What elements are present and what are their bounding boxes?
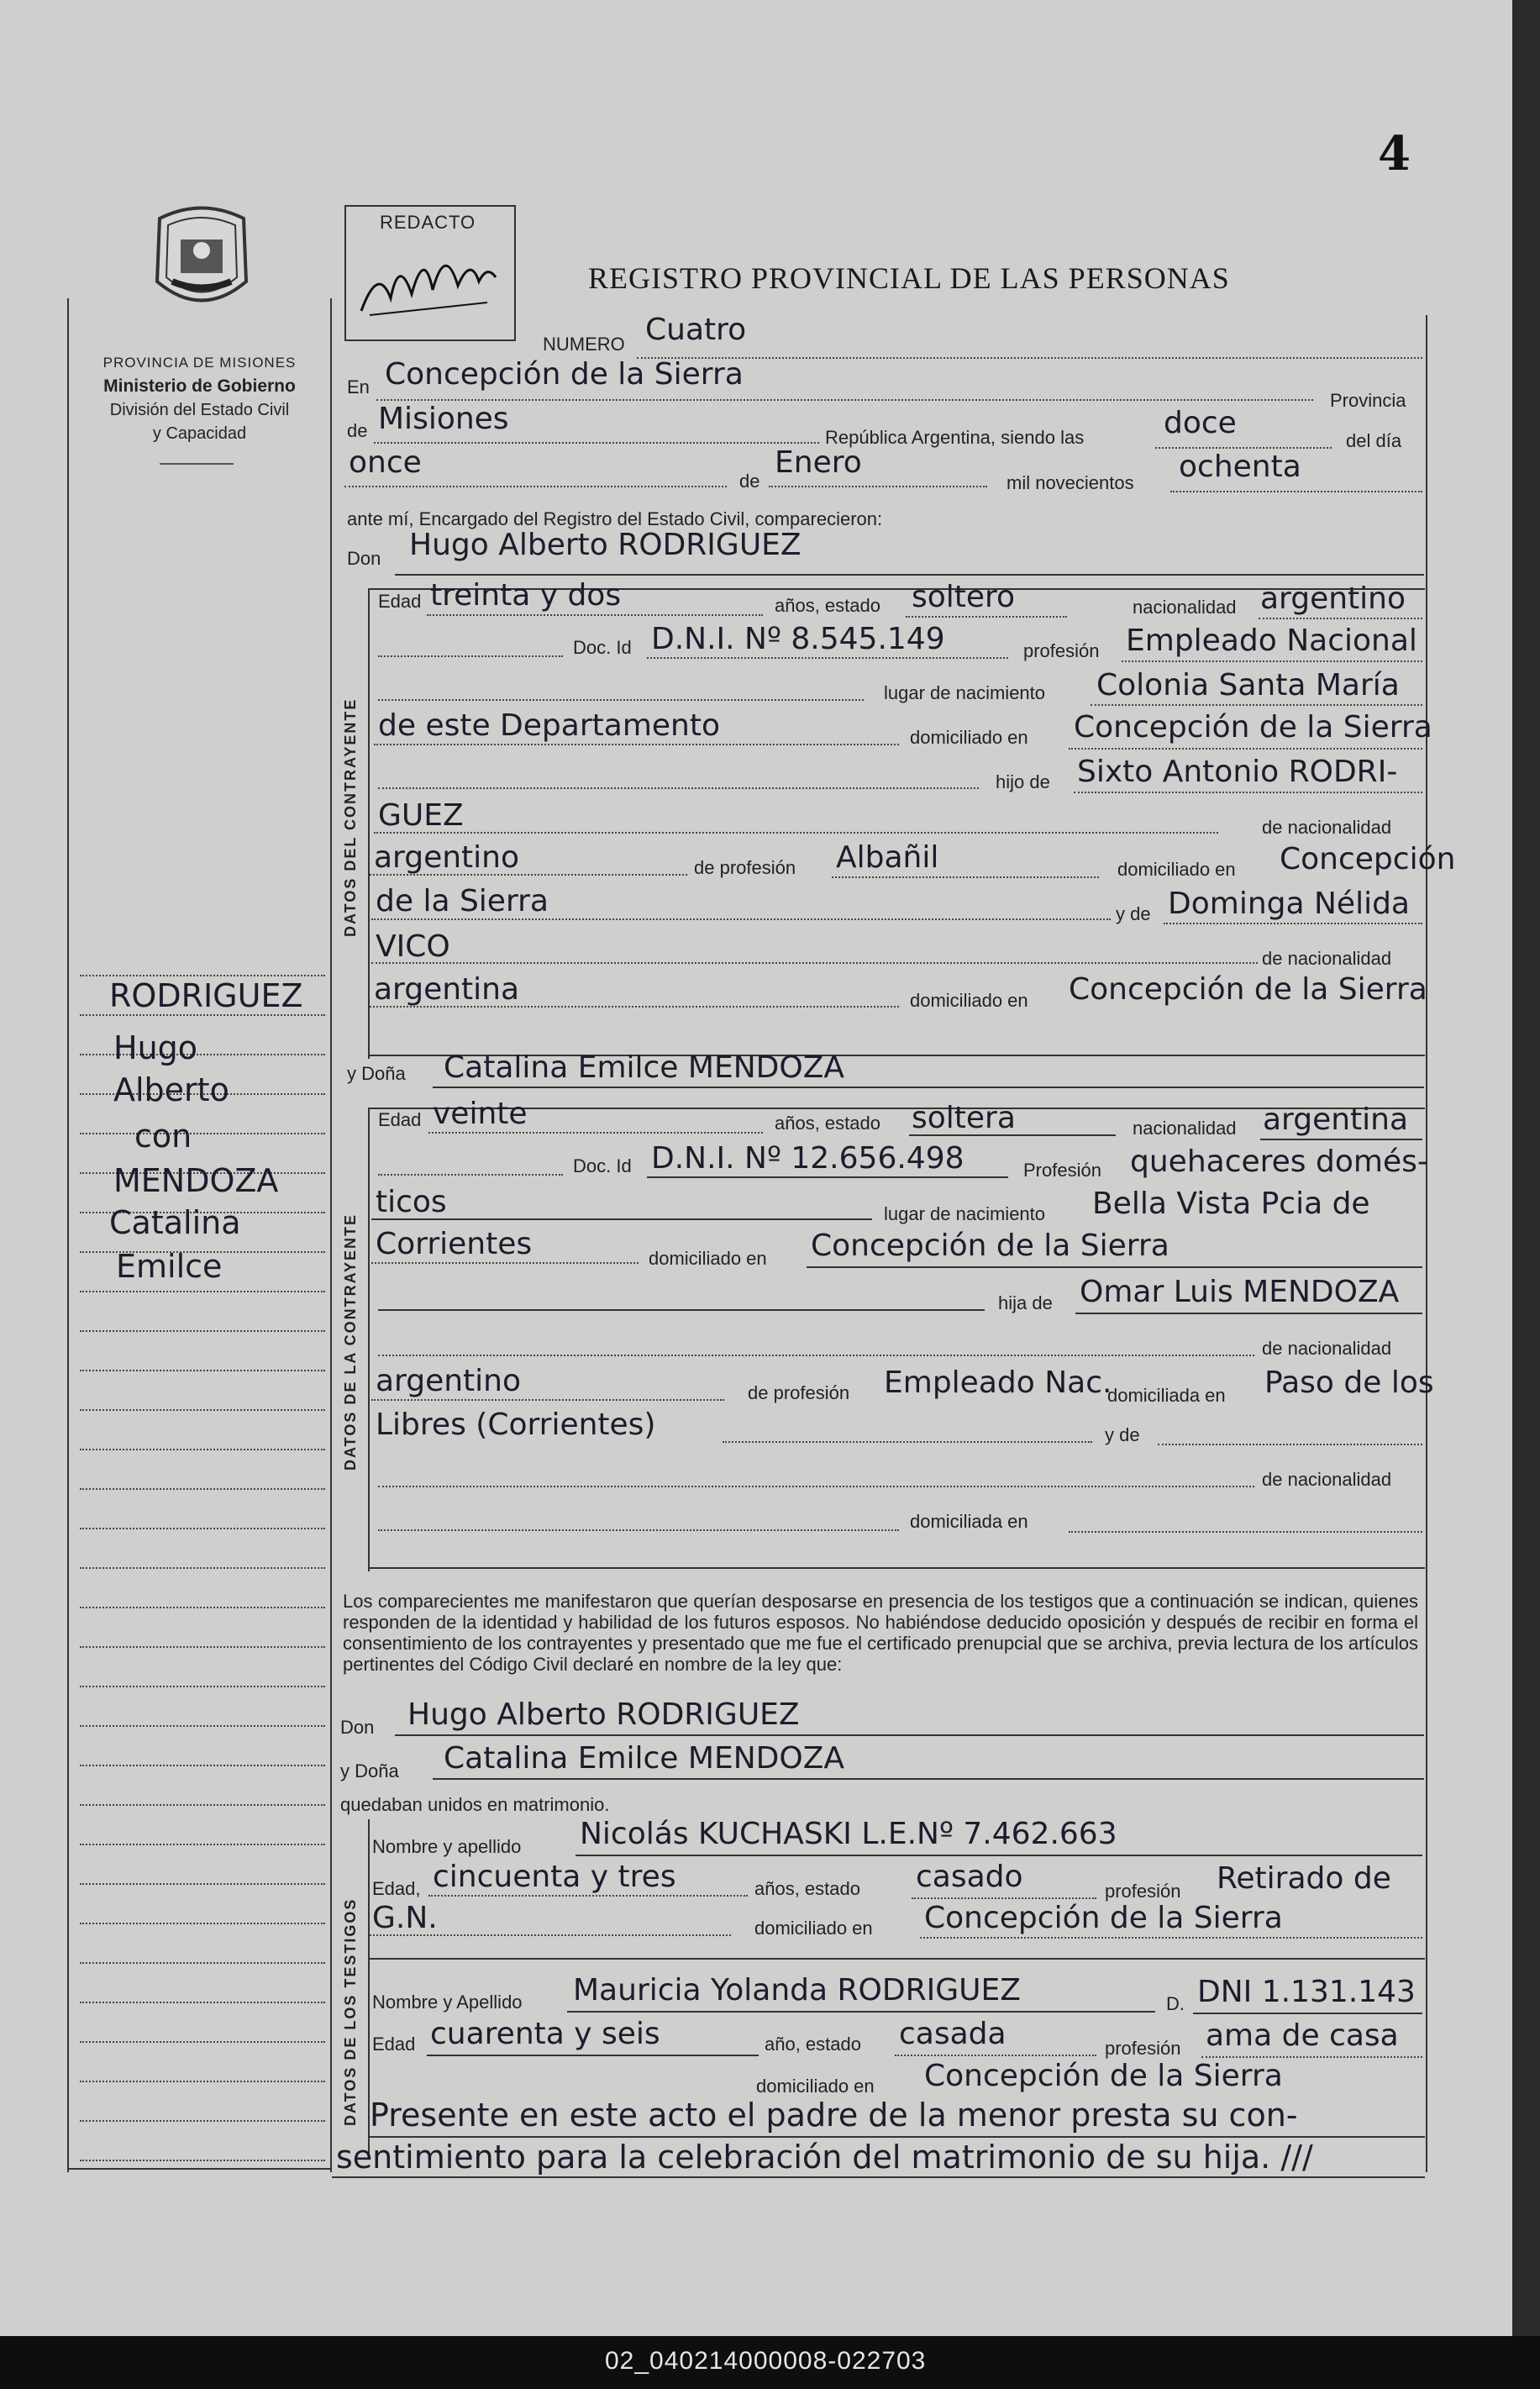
edad-label: Edad (378, 591, 422, 612)
margin-note-line: Hugo (113, 1029, 198, 1066)
datos-testigos-label: DATOS DE LOS TESTIGOS (342, 1897, 359, 2126)
sidebar-ruled-line (80, 2081, 325, 2082)
sidebar-ruled-line (80, 1923, 325, 1924)
sidebar-ruled-line (80, 2160, 325, 2161)
dotted-line (1069, 1531, 1422, 1533)
contrayente-domicilio: Concepción de la Sierra (1074, 710, 1432, 745)
testigo2-doc: DNI 1.131.143 (1197, 1975, 1416, 2009)
contrayenta-padre: Omar Luis MENDOZA (1080, 1275, 1400, 1309)
sidebar-ruled-line (80, 975, 325, 976)
dotted-line (912, 1897, 1096, 1899)
d-label: D. (1166, 1993, 1185, 2014)
contrayente-profesion: Empleado Nacional (1126, 624, 1417, 658)
margin-note-line: Emilce (116, 1248, 223, 1285)
provincia-label: Provincia (1330, 390, 1406, 411)
sidebar-ruled-line (80, 1528, 325, 1529)
solid-line (370, 1958, 1425, 1960)
dotted-line (344, 486, 727, 487)
padre-nacionalidad: argentino (376, 1364, 522, 1398)
dotted-line (1201, 2056, 1422, 2058)
margin-note-line: MENDOZA (113, 1162, 279, 1199)
anos-estado-label: años, estado (775, 595, 880, 616)
dotted-line (371, 1399, 724, 1401)
declaracion-don: Hugo Alberto RODRIGUEZ (407, 1697, 800, 1732)
contrayenta-bracket (368, 1108, 370, 1571)
dotted-line (378, 655, 563, 657)
contrayente-nombre: Hugo Alberto RODRIGUEZ (409, 528, 802, 562)
don-label: Don (340, 1717, 375, 1738)
dotted-line (378, 787, 979, 789)
dotted-line (370, 1934, 731, 1936)
nota-line-2: sentimiento para la celebración del matrimonio de su hija. /// (336, 2139, 1313, 2176)
datos-contrayente-label: DATOS DEL CONTRAYENTE (342, 697, 359, 937)
contrayenta-edad: veinte (433, 1097, 528, 1131)
doc-id-label: Doc. Id (573, 1155, 632, 1176)
dotted-line (378, 1174, 563, 1176)
right-border (1426, 315, 1427, 2172)
domiciliado-label: domiciliado en (649, 1248, 767, 1269)
profesion-label: profesión (1105, 1881, 1181, 1902)
sidebar-ruled-line (80, 1844, 325, 1845)
sidebar-ruled-line (80, 2041, 325, 2043)
dotted-line (920, 1937, 1422, 1939)
quedaban-text: quedaban unidos en matrimonio. (340, 1794, 610, 1815)
sidebar-ruled-line (80, 1883, 325, 1885)
dotted-line (374, 832, 1218, 834)
republica-label: República Argentina, siendo las (825, 427, 1085, 448)
contrayente-edad: treinta y dos (430, 578, 622, 613)
solid-line (378, 1309, 985, 1311)
dotted-line (370, 874, 687, 876)
dotted-line (723, 1441, 1092, 1443)
contrayente-padre-2: GUEZ (378, 798, 464, 833)
contrayenta-domicilio: Concepción de la Sierra (811, 1229, 1169, 1263)
solid-line (371, 1218, 872, 1220)
contrayente-doc: D.N.I. Nº 8.545.149 (651, 622, 945, 656)
testigo2-edad: cuarenta y seis (430, 2017, 660, 2051)
dotted-line (1074, 792, 1422, 793)
don-label: Don (347, 548, 381, 569)
nacionalidad-label: nacionalidad (1133, 1118, 1237, 1139)
profesion-cap-label: Profesión (1023, 1160, 1101, 1181)
solid-line (1075, 1313, 1422, 1314)
madre-nombre-2: VICO (376, 929, 450, 964)
dotted-line (378, 699, 864, 701)
dotted-line (1122, 660, 1422, 662)
padre-domicilio-1: Paso de los (1264, 1366, 1434, 1400)
dotted-line (1164, 923, 1422, 924)
solid-line (909, 1134, 1116, 1136)
sidebar-ruled-line (80, 1567, 325, 1569)
solid-line (395, 1734, 1424, 1736)
sidebar-ruled-line (80, 1962, 325, 1964)
dotted-line (427, 614, 763, 616)
dotted-line (895, 2055, 1096, 2056)
testigo1-profesion-1: Retirado de (1217, 1861, 1391, 1896)
domiciliado-label: domiciliado en (1117, 859, 1236, 880)
de-mes-label: de (739, 471, 760, 492)
mes-value: Enero (775, 445, 862, 480)
provincia-value: Misiones (378, 402, 509, 436)
dotted-line (374, 744, 899, 745)
edad-label: Edad (378, 1109, 422, 1130)
padre-profesion: Empleado Nac. (884, 1366, 1112, 1400)
dia-value: once (349, 445, 422, 480)
sidebar-ruled-line (80, 1725, 325, 1727)
dotted-line (1259, 618, 1422, 619)
nombre-apellido-label: Nombre y apellido (372, 1836, 522, 1857)
page-number: 4 (1378, 126, 1411, 182)
del-dia-label: del día (1346, 430, 1402, 451)
domiciliado-label: domiciliado en (910, 727, 1028, 748)
sidebar-ruled-line (80, 1488, 325, 1490)
numero-label: NUMERO (543, 334, 625, 355)
testigo1-domicilio: Concepción de la Sierra (924, 1901, 1283, 1935)
lugar-value: Concepción de la Sierra (385, 357, 744, 392)
solid-line (576, 1855, 1422, 1856)
de-nacionalidad-label: de nacionalidad (1262, 1338, 1392, 1359)
margin-note-line: con (134, 1118, 192, 1155)
padre-domicilio-1: Concepción (1280, 842, 1456, 876)
hora-value: doce (1164, 406, 1237, 440)
contrayente-bracket (368, 588, 370, 1059)
dotted-line (1158, 1444, 1422, 1445)
sidebar-ruled-line (80, 1607, 325, 1608)
y-de-label: y de (1116, 903, 1151, 924)
dotted-line (647, 657, 1008, 659)
anos-estado-label: años, estado (754, 1878, 860, 1899)
sidebar-province: PROVINCIA DE MISIONES (102, 355, 297, 371)
dotted-line (428, 1132, 763, 1134)
sidebar-ruled-line (80, 2120, 325, 2122)
testigo2-estado: casada (899, 2017, 1007, 2051)
contrayente-estado: soltero (912, 580, 1016, 614)
madre-domicilio: Concepción de la Sierra (1069, 972, 1427, 1007)
solid-line (427, 2055, 759, 2056)
madre-nombre-1: Dominga Nélida (1168, 887, 1410, 921)
dotted-line (637, 357, 1422, 359)
dotted-line (374, 442, 819, 444)
domiciliado-label: domiciliado en (756, 2076, 875, 2097)
sidebar-ruled-line (80, 1646, 325, 1648)
contrayente-padre-1: Sixto Antonio RODRI- (1077, 755, 1398, 789)
sidebar-ruled-line (80, 1686, 325, 1687)
solid-line (332, 2176, 1425, 2178)
ante-mi-text: ante mí, Encargado del Registro del Estado Civil, comparecieron: (347, 508, 883, 529)
footer-id: 02_040214000008-022703 (605, 2347, 927, 2375)
solid-line (567, 2011, 1155, 2013)
contrayenta-nombre: Catalina Emilce MENDOZA (444, 1050, 844, 1085)
dotted-line (428, 1895, 748, 1897)
datos-la-contrayente-label: DATOS DE LA CONTRAYENTE (342, 1213, 359, 1471)
sidebar-ruled-line (80, 1133, 325, 1134)
solid-line (1260, 1139, 1422, 1140)
sidebar-divider (160, 463, 234, 465)
contrayenta-nacionalidad: argentina (1263, 1102, 1409, 1137)
de-nacionalidad-label: de nacionalidad (1262, 948, 1392, 969)
solid-line (433, 1778, 1424, 1780)
dotted-line (370, 1006, 899, 1008)
testigo2-profesion: ama de casa (1206, 2018, 1399, 2053)
solid-line (370, 2136, 1425, 2138)
profesion-label: profesión (1023, 640, 1100, 661)
sidebar-ruled-line (80, 2002, 325, 2003)
sidebar-ruled-line (80, 1449, 325, 1450)
nacionalidad-label: nacionalidad (1133, 597, 1237, 618)
testigo1-nombre: Nicolás KUCHASKI L.E.Nº 7.462.663 (580, 1817, 1117, 1851)
solid-line (395, 574, 1424, 576)
dotted-line (378, 1529, 899, 1531)
de-label: de (347, 420, 368, 441)
hijo-de-label: hijo de (996, 771, 1050, 792)
sidebar-ruled-line (80, 1409, 325, 1411)
redacto-label: REDACTO (380, 212, 476, 233)
edad-comma-label: Edad, (372, 1878, 421, 1899)
mil-novecientos-label: mil novecientos (1007, 472, 1134, 493)
de-nacionalidad-label: de nacionalidad (1262, 817, 1392, 838)
sidebar-ruled-line (80, 1765, 325, 1766)
signature-icon (353, 231, 504, 324)
dotted-line (371, 918, 1111, 920)
dotted-line (1069, 748, 1422, 750)
dotted-line (832, 876, 1099, 878)
solid-line (647, 1176, 1008, 1178)
left-border (67, 298, 69, 2172)
dotted-line (906, 616, 1067, 618)
madre-nacionalidad: argentina (374, 972, 520, 1007)
dotted-line (378, 1486, 1254, 1487)
dotted-line (1091, 704, 1422, 706)
declaration-paragraph: Los comparecientes me manifestaron que querían desposarse en presencia de los testigos que a continuación se indican, quienes responden de la identidad y habilidad de los futuros esposos. No habiéndose deducido oposición y después de recibir en forma el consentimiento de los contrayentes y presentado que me fue el certificado prenupcial que se archiva, previa lectura de los artículos pertinentes del Código Civil declaré en nombre de la ley que: (343, 1591, 1418, 1675)
book-edge (1512, 0, 1540, 2336)
sidebar-ruled-line (80, 1330, 325, 1332)
sidebar-division: División del Estado Civil (109, 401, 290, 419)
margin-note-line: Catalina (109, 1204, 241, 1241)
dotted-line (378, 1355, 1254, 1356)
sidebar-border (330, 298, 332, 2172)
de-profesion-label: de profesión (694, 857, 796, 878)
solid-line (433, 1087, 1424, 1088)
lugar-nacimiento-label: lugar de nacimiento (884, 1203, 1046, 1224)
contrayente-lugar-nac-2: de este Departamento (378, 708, 720, 743)
y-dona-label: y Doña (340, 1760, 399, 1781)
contrayenta-profesion-1: quehaceres domés- (1130, 1145, 1428, 1179)
contrayenta-profesion-2: ticos (376, 1185, 447, 1219)
dotted-line (1170, 491, 1422, 492)
sidebar-ruled-line (80, 1291, 325, 1292)
provincial-seal-icon (147, 202, 256, 319)
contrayente-nacionalidad: argentino (1260, 581, 1406, 616)
sidebar-ministry: Ministerio de Gobierno (103, 376, 296, 396)
lugar-nacimiento-label: lugar de nacimiento (884, 682, 1046, 703)
contrayenta-lugar-nac-2: Corrientes (376, 1227, 533, 1261)
y-de-label: y de (1105, 1424, 1140, 1445)
margin-note-line: Alberto (113, 1071, 229, 1108)
testigo2-nombre: Mauricia Yolanda RODRIGUEZ (573, 1973, 1021, 2007)
contrayente-lugar-nac-1: Colonia Santa María (1096, 668, 1400, 702)
sidebar-bottom-line (67, 2168, 330, 2170)
dotted-line (376, 399, 1313, 401)
testigo2-domicilio: Concepción de la Sierra (924, 2059, 1283, 2093)
page-title: REGISTRO PROVINCIAL DE LAS PERSONAS (588, 261, 1230, 295)
de-profesion-label: de profesión (748, 1382, 850, 1403)
nombre-apellido2-label: Nombre y Apellido (372, 1992, 523, 2013)
edad-label: Edad (372, 2034, 416, 2055)
sidebar-ruled-line (80, 1014, 325, 1016)
dotted-line (1155, 447, 1332, 449)
sidebar-ruled-line (80, 1804, 325, 1806)
contrayenta-doc: D.N.I. Nº 12.656.498 (651, 1141, 964, 1176)
sidebar-ruled-line (80, 1370, 325, 1371)
padre-domicilio-2: de la Sierra (376, 884, 549, 918)
y-dona-label: y Doña (347, 1063, 406, 1084)
declaracion-dona: Catalina Emilce MENDOZA (444, 1741, 844, 1776)
nota-line-1: Presente en este acto el padre de la menor presta su con- (370, 2097, 1298, 2134)
sidebar-capacity: y Capacidad (152, 424, 247, 443)
domiciliada-label: domiciliada en (910, 1511, 1028, 1532)
testigo1-profesion-2: G.N. (372, 1901, 438, 1935)
en-label: En (347, 376, 370, 397)
doc-id-label: Doc. Id (573, 637, 632, 658)
profesion-label: profesión (1105, 2038, 1181, 2059)
numero-value: Cuatro (645, 313, 747, 347)
domiciliado-label: domiciliado en (754, 1918, 873, 1939)
solid-line (1193, 2013, 1422, 2014)
domiciliada-label: domiciliada en (1107, 1385, 1226, 1406)
hija-de-label: hija de (998, 1292, 1053, 1313)
dotted-line (371, 962, 1258, 964)
solid-line (807, 1266, 1422, 1268)
testigo1-estado: casado (916, 1860, 1023, 1894)
contrayenta-estado: soltera (912, 1101, 1016, 1135)
de-nacionalidad-label: de nacionalidad (1262, 1469, 1392, 1490)
dotted-line (769, 486, 987, 487)
padre-nacionalidad: argentino (374, 840, 520, 875)
anio-value: ochenta (1179, 450, 1301, 484)
padre-domicilio-2: Libres (Corrientes) (376, 1408, 656, 1442)
anos-estado-label: años, estado (775, 1113, 880, 1134)
testigo1-edad: cincuenta y tres (433, 1860, 676, 1894)
sidebar-heading (67, 351, 332, 445)
solid-line (370, 1567, 1425, 1569)
anio-estado-label: año, estado (765, 2034, 861, 2055)
dotted-line (371, 1262, 639, 1264)
contrayenta-lugar-nac-1: Bella Vista Pcia de (1092, 1187, 1370, 1221)
domiciliado-label: domiciliado en (910, 990, 1028, 1011)
padre-profesion: Albañil (836, 840, 939, 875)
margin-note-line: RODRIGUEZ (109, 977, 303, 1014)
